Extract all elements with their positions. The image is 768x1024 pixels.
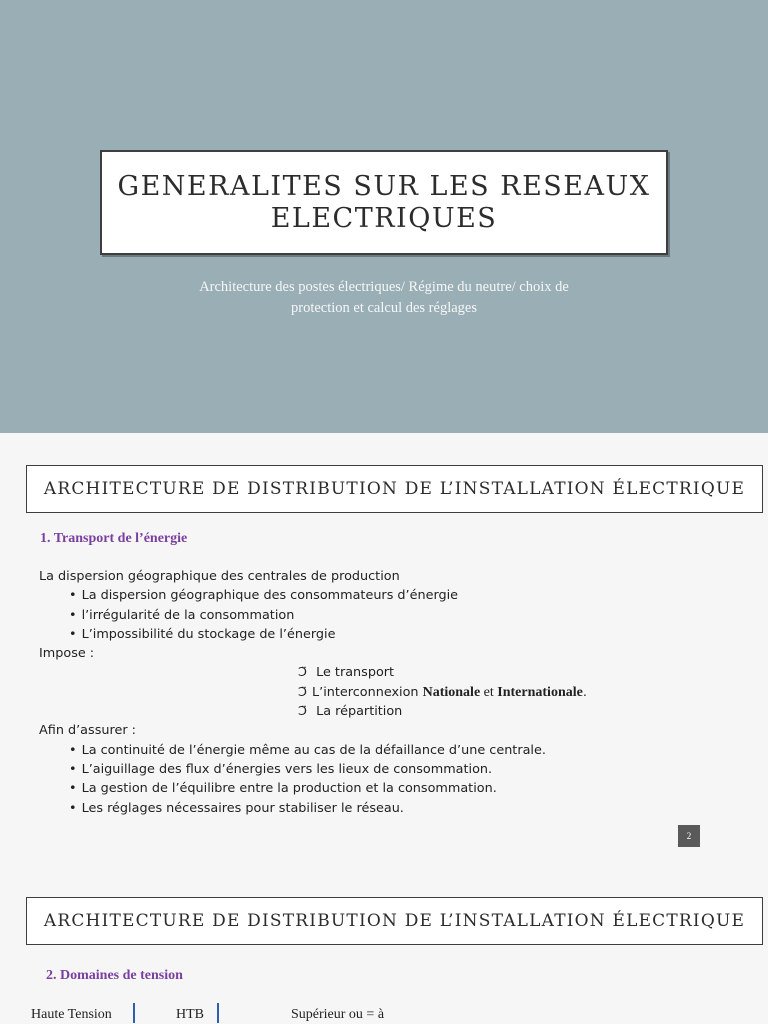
slide-title-line-2: ELECTRIQUES (270, 202, 498, 234)
tension-code-cell: HTB (176, 1007, 204, 1022)
bullet-item: • La gestion de l’équilibre entre la production et la consommation. (39, 779, 587, 798)
content-slide-tension (0, 865, 768, 1024)
intro-line: La dispersion géographique des centrales de production (39, 569, 400, 584)
subtitle-line-2: protection et calcul des réglages (290, 300, 477, 316)
page-number: 2 (678, 825, 700, 847)
content-slide-transport (0, 433, 768, 865)
column-divider (217, 1003, 219, 1023)
slide-header-text: ARCHITECTURE DE DISTRIBUTION DE L’INSTALLATION ÉLECTRIQUE (43, 911, 746, 931)
bullet-item: • La continuité de l’énergie même au cas de la défaillance d’une centrale. (39, 741, 587, 760)
assurer-label: Afin d’assurer : (39, 723, 136, 739)
impose-item-et: et (480, 684, 498, 700)
impose-item-text: L’interconnexion (312, 684, 423, 700)
subtitle-line-1: Architecture des postes électriques/ Régime du neutre/ choix de (199, 279, 569, 295)
impose-item-text: La répartition (316, 704, 403, 720)
arrow-bullet-icon: Ͻ̈ (298, 665, 307, 681)
title-slide (0, 0, 768, 433)
bullet-item: • L’impossibilité du stockage de l’énergie (39, 625, 587, 644)
bullet-item: • Les réglages nécessaires pour stabiliser le réseau. (39, 799, 587, 818)
impose-item-repartition (39, 702, 587, 721)
bullet-item: • L’aiguillage des flux d’énergies vers les lieux de consommation. (39, 760, 587, 779)
bullet-item: • l’irrégularité de la consommation (39, 606, 587, 625)
arrow-bullet-icon: Ͻ̈ (298, 684, 307, 700)
slide-header (26, 465, 763, 513)
title-box (100, 150, 668, 255)
slide-subtitle (150, 277, 618, 319)
tension-range-cell: Supérieur ou = à (291, 1007, 385, 1022)
tension-domain-cell: Haute Tension (31, 1007, 112, 1022)
impose-item-period: . (582, 684, 587, 700)
impose-label: Impose : (39, 646, 95, 662)
slide-header-text: ARCHITECTURE DE DISTRIBUTION DE L’INSTALLATION ÉLECTRIQUE (43, 479, 746, 499)
slide-title-line-1: GENERALITES SUR LES RESEAUX (117, 170, 651, 202)
impose-item-text: Le transport (316, 665, 395, 681)
bullet-item: • La dispersion géographique des consommateurs d’énergie (39, 586, 587, 605)
table-row (0, 1003, 768, 1024)
impose-item-interconnexion (39, 683, 587, 702)
section-title: 2. Domaines de tension (46, 968, 183, 983)
slide-body (39, 567, 587, 818)
impose-item-internationale: Internationale (497, 684, 583, 700)
arrow-bullet-icon: Ͻ̈ (298, 704, 307, 720)
impose-item-nationale: Nationale (422, 684, 481, 700)
column-divider (133, 1003, 135, 1023)
section-title: 1. Transport de l’énergie (40, 531, 188, 546)
slide-header (26, 897, 763, 945)
impose-item-transport (39, 663, 587, 682)
